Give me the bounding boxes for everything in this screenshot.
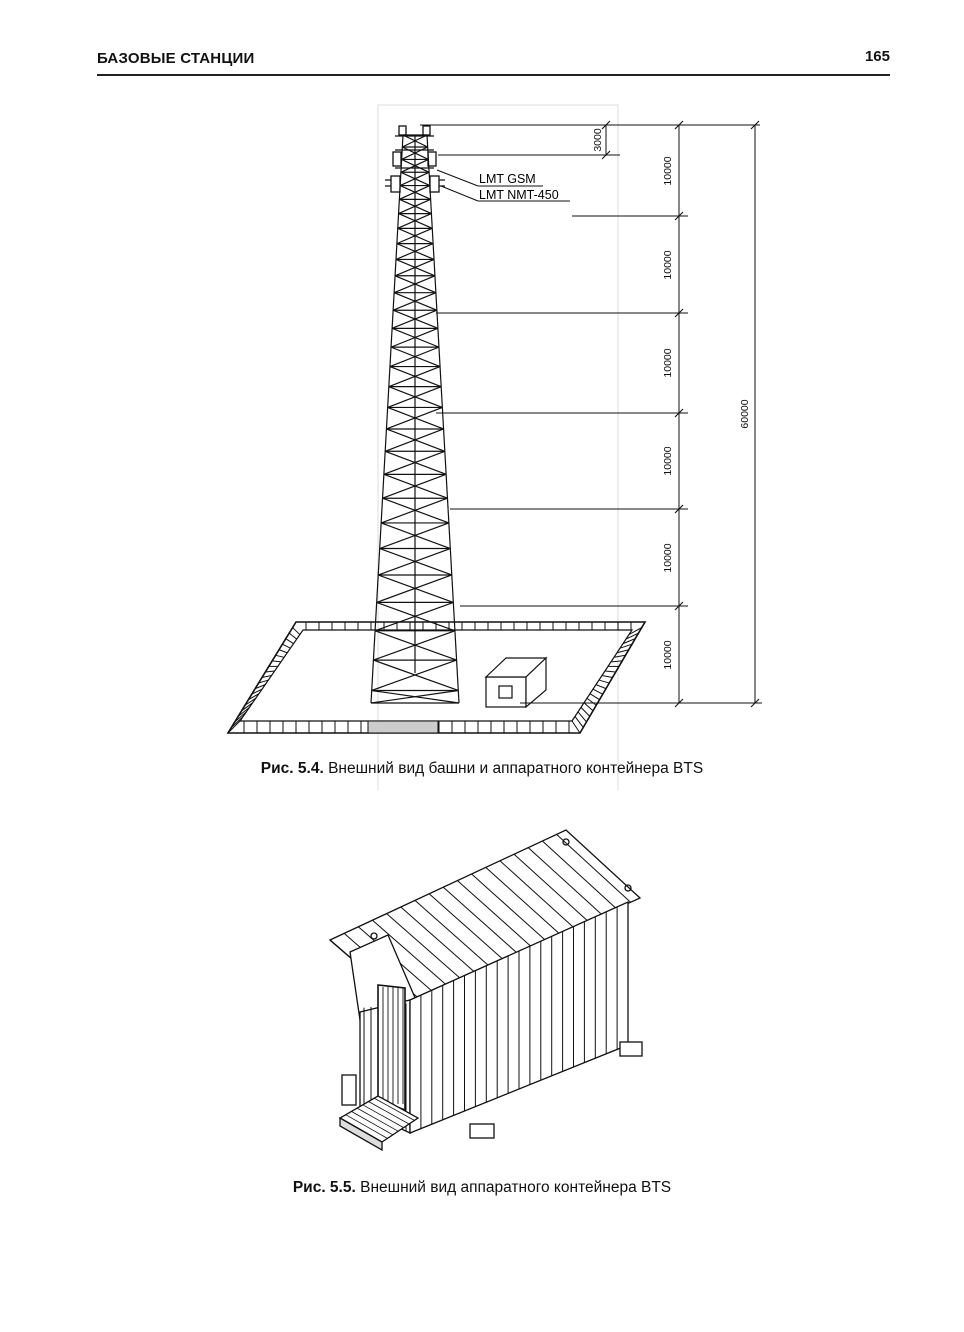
label-lmt-nmt: LMT NMT-450 — [479, 188, 559, 202]
bts-container — [330, 830, 642, 1150]
dim-section-2: 10000 — [662, 250, 674, 280]
figure2-caption-text: Внешний вид аппаратного контейнера BTS — [360, 1179, 672, 1196]
figure2-label: Рис. 5.5. — [292, 1179, 356, 1196]
fence — [228, 622, 645, 733]
label-lmt-gsm: LMT GSM — [479, 172, 536, 186]
page-number: 165 — [864, 48, 890, 65]
dim-section-6: 10000 — [662, 640, 674, 670]
gate — [368, 721, 438, 733]
dim-section-4: 10000 — [662, 446, 674, 476]
dim-top-offset: 3000 — [592, 128, 604, 152]
dim-total: 60000 — [739, 399, 751, 429]
dim-section-5: 10000 — [662, 543, 674, 573]
figure1-label: Рис. 5.4. — [260, 760, 324, 777]
equipment-hut — [486, 658, 546, 707]
figure1-caption — [0, 760, 964, 778]
figure1-caption-text: Внешний вид башни и аппаратного контейнера BTS — [328, 760, 704, 777]
figure2-caption — [0, 1179, 964, 1197]
dim-section-1: 10000 — [662, 156, 674, 186]
dim-section-3: 10000 — [662, 348, 674, 378]
lattice-tower — [371, 135, 459, 703]
dimension-lines — [420, 121, 762, 707]
header-title: БАЗОВЫЕ СТАНЦИИ — [97, 50, 255, 67]
